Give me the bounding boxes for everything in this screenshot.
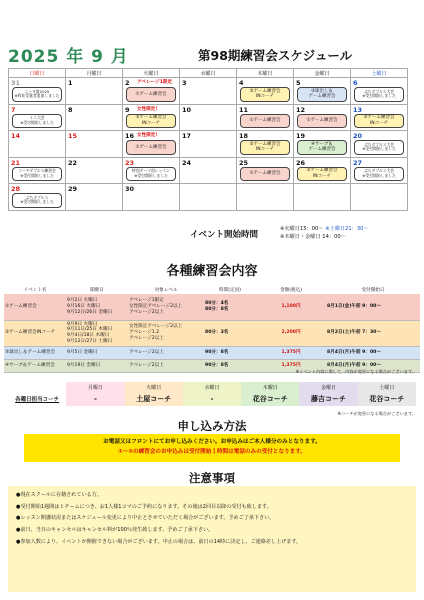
kinds-header: 対象レベル xyxy=(154,288,178,293)
day-event: ②ゲーム練習会 INコーチ xyxy=(126,114,176,129)
event-open-date: 8月4日(月)午前 9：00～ xyxy=(326,346,420,359)
calendar-day xyxy=(351,184,408,211)
caution-title: 注意事項 xyxy=(189,471,235,485)
calendar-day xyxy=(9,184,66,211)
year-month: 2025 年 9 月 xyxy=(8,47,129,67)
coach-weekday-header: 火曜日 xyxy=(125,382,183,392)
day-number: 11 xyxy=(239,105,249,114)
day-event: 特別テーマ別レッスン ※受付開始しました xyxy=(126,167,176,182)
day-number: 4 xyxy=(239,79,244,87)
coach-name: - xyxy=(66,392,124,406)
day-event: ぷちダブルス ※受付開始しました xyxy=(12,193,62,208)
weekday-header: 金曜日 xyxy=(294,69,351,78)
event-dates: 9月9日 火曜日 9月11日/25日 木曜日 9月4日/18日 木曜日 9月12日/27日 土曜日 xyxy=(66,320,128,346)
day-number: 2 xyxy=(125,79,130,87)
calendar-day xyxy=(66,157,123,184)
day-event: ニッタ賞2025 ※昨年受賞者追加しました xyxy=(12,87,62,102)
event-time-heading: イベント開始時間 xyxy=(190,230,259,240)
calendar-day xyxy=(123,131,180,158)
kinds-row xyxy=(4,320,420,346)
event-time: 90分：8名 xyxy=(204,346,256,359)
day-number: 5 xyxy=(296,79,301,87)
event-level: アベレージ2以上 xyxy=(128,359,204,372)
kinds-row xyxy=(4,346,420,359)
day-event: ミニ大会 ※受付開始しました xyxy=(12,114,62,129)
day-number: 16 xyxy=(125,132,135,140)
kinds-header: 時間(定員) xyxy=(219,288,241,293)
kinds-note: ※イベント内容に関して、内容が変更になる場合がございます。 xyxy=(295,369,416,374)
calendar-day xyxy=(123,157,180,184)
weekday-header: 木曜日 xyxy=(237,69,294,78)
weekday-header: 水曜日 xyxy=(180,69,237,78)
calendar-day xyxy=(66,104,123,131)
day-number: 1 xyxy=(68,79,73,87)
coach-weekday-header: 土曜日 xyxy=(358,382,416,392)
day-number: 13 xyxy=(353,105,363,114)
calendar-day xyxy=(9,78,66,105)
event-level: アベレージ2以上 xyxy=(128,346,204,359)
calendar-day xyxy=(180,184,237,211)
event-time-list xyxy=(280,226,420,242)
coach-weekday-header xyxy=(8,382,66,392)
day-event: ②ゲーム練習会 INコーチ xyxy=(240,87,290,102)
kinds-title: 各種練習会内容 xyxy=(166,264,258,279)
day-event: ①ゲーム練習会 xyxy=(240,167,290,182)
event-name: ④サーブ＆ゲーム練習会 xyxy=(4,359,66,372)
calendar xyxy=(8,68,408,211)
weekday-header: 土曜日 xyxy=(351,69,408,78)
day-event: ①ゲーム練習会 xyxy=(240,114,290,129)
coach-weekday-header: 金曜日 xyxy=(299,382,357,392)
day-event: ③球出し＆ ゲーム練習会 xyxy=(297,87,347,102)
event-price: 2,200円 xyxy=(256,320,326,346)
day-event: ぷちダブルス大会 ※受付開始しました xyxy=(354,167,404,182)
apply-box xyxy=(24,434,400,462)
coach-note: ※コーチが変更になる場合がございます。 xyxy=(337,411,416,416)
day-number: 12 xyxy=(296,105,306,114)
calendar-week xyxy=(9,157,408,184)
calendar-day xyxy=(180,157,237,184)
event-time: 90分：8名 xyxy=(204,359,256,372)
event-name: ②ゲーム練習会INコーチ xyxy=(4,320,66,346)
calendar-day xyxy=(180,131,237,158)
event-dates: 9月2日 火曜日 9月16日 火曜日 9月12日/26日 金曜日 xyxy=(66,294,128,320)
day-number: 20 xyxy=(353,132,363,140)
day-tag: 女性限定! xyxy=(137,133,158,138)
event-level: アベレージ1限定 女性限定アベレージ2以上 アベレージ2以上 xyxy=(128,294,204,320)
event-price: 1,375円 xyxy=(256,346,326,359)
day-number: 3 xyxy=(182,79,187,87)
day-number: 31 xyxy=(11,79,21,87)
weekday-header: 火曜日 xyxy=(123,69,180,78)
calendar-day xyxy=(351,157,408,184)
event-dates: 9月5日 金曜日 xyxy=(66,346,128,359)
calendar-day xyxy=(9,104,66,131)
day-number: 19 xyxy=(296,132,306,140)
day-number: 15 xyxy=(68,132,78,140)
day-event: ②ゲーム練習会 INコーチ xyxy=(297,167,347,182)
day-number: 8 xyxy=(68,105,73,114)
day-event: ぷちダブルス大会 ※受付開始しました xyxy=(354,87,404,102)
caution-item: ●現在スクールに在籍されている方。 xyxy=(16,492,102,498)
calendar-week xyxy=(9,131,408,158)
apply-line-2: ①～⑤の練習会のお申込みは受付開始１時間は電話のみの受付となります。 xyxy=(117,448,307,455)
calendar-day xyxy=(294,104,351,131)
coach-weekday-header: 水曜日 xyxy=(183,382,241,392)
coach-name: - xyxy=(183,392,241,406)
event-name: ③球出し＆ゲーム練習会 xyxy=(4,346,66,359)
calendar-day xyxy=(294,78,351,105)
kinds-header: 開催日 xyxy=(90,288,104,293)
event-price: 1,375円 xyxy=(256,359,326,372)
day-number: 18 xyxy=(239,132,249,140)
coach-weekday-header: 月曜日 xyxy=(66,382,124,392)
day-number: 30 xyxy=(125,185,135,193)
event-open-date: 8月1日(金)午前 9：00～ xyxy=(326,294,420,320)
calendar-day xyxy=(351,78,408,105)
event-price: 1,100円 xyxy=(256,294,326,320)
calendar-day xyxy=(123,104,180,131)
calendar-day xyxy=(180,78,237,105)
event-name: ①ゲーム練習会 xyxy=(4,294,66,320)
day-event: ②ゲーム練習会 INコーチ xyxy=(354,114,404,129)
coach-row-label: 各曜日担当コーチ xyxy=(15,397,60,403)
day-event: ぷちダブルス大会 ※受付開始しました xyxy=(354,140,404,155)
event-level: 女性限定アベレージ2以上 アベレージ1.2 アベレージ2以上 xyxy=(128,320,204,346)
calendar-day xyxy=(66,184,123,211)
kinds-header: イベント名 xyxy=(23,288,47,293)
weekday-header: 日曜日 xyxy=(9,69,66,78)
calendar-week xyxy=(9,184,408,211)
day-number: 28 xyxy=(11,185,21,193)
calendar-day xyxy=(237,78,294,105)
day-event: ①ゲーム練習会 xyxy=(126,87,176,102)
day-number: 6 xyxy=(353,79,358,87)
caution-item: ●前日、当日のキャンセルはキャンセル料が100％発生致します。予めご了承下さい。 xyxy=(16,526,214,533)
day-event: ②ゲーム練習会 INコーチ xyxy=(240,140,290,155)
day-tag: 女性限定! xyxy=(137,106,158,112)
day-number: 17 xyxy=(182,132,192,140)
coach-name: 花谷コーチ xyxy=(358,392,416,406)
day-number: 27 xyxy=(353,158,363,167)
day-number: 23 xyxy=(125,158,135,167)
calendar-day xyxy=(351,104,408,131)
calendar-day xyxy=(237,157,294,184)
day-number: 9 xyxy=(125,105,130,114)
day-number: 24 xyxy=(182,158,192,167)
apply-title: 申し込み方法 xyxy=(177,419,247,433)
calendar-day xyxy=(351,131,408,158)
coach-weekday-header: 木曜日 xyxy=(241,382,299,392)
day-event: コーチダブルス練習会 ※受付開始しました xyxy=(12,167,62,182)
event-dates: 9月19日 金曜日 xyxy=(66,359,128,372)
calendar-day xyxy=(9,157,66,184)
day-event: ①ゲーム練習会 xyxy=(297,114,347,129)
calendar-day xyxy=(237,104,294,131)
weekday-header: 月曜日 xyxy=(66,69,123,78)
event-start-times xyxy=(190,226,369,240)
day-number: 29 xyxy=(68,185,78,193)
coach-name: 藤吉コーチ xyxy=(299,392,357,406)
calendar-day xyxy=(9,131,66,158)
apply-line-1: お電話又はフロントにてお申し込みください。お申込みはご本人様分のみとなります。 xyxy=(103,439,321,445)
calendar-week xyxy=(9,78,408,105)
calendar-day xyxy=(123,184,180,211)
calendar-day xyxy=(294,157,351,184)
event-time-tuesday: ※火曜日15：00～ xyxy=(280,226,324,232)
event-time-thu-fri: ※木曜日・金曜日 14：00～ xyxy=(280,233,346,240)
day-number: 22 xyxy=(68,158,78,167)
event-time-saturday: ※土曜日21：30～ xyxy=(325,226,369,232)
caution-item: ●受付開始1週間は１チームにつき、お1人様1コマのご予約になります。その後は2回目以降の受付も致します。 xyxy=(16,503,272,510)
caution-item: ●レッスン開講状況またはスケジュール変更により中止とさせていただく場合がございます。予めご了承下さい。 xyxy=(16,515,275,522)
coach-table xyxy=(8,382,416,406)
kinds-header: 金額(税込) xyxy=(280,288,302,293)
caution-item: ●参加人数により、イベントが開催できない場合がございます。中止の場合は、前日の14時に決定し、ご連絡差し上げます。 xyxy=(16,538,302,545)
day-event: ①ゲーム練習会 xyxy=(126,140,176,155)
kinds-table xyxy=(4,286,420,373)
caution-box xyxy=(8,486,416,592)
page-title: 第98期練習会スケジュール xyxy=(198,48,353,63)
calendar-day xyxy=(294,184,351,211)
event-time: 80分：3名 xyxy=(204,320,256,346)
event-open-date: 8月2日(土)午前 7：30～ xyxy=(326,320,420,346)
kinds-row xyxy=(4,294,420,320)
day-event: ④サーブ＆ ゲーム練習会 xyxy=(297,140,347,155)
coach-name: 土屋コーチ xyxy=(125,392,183,406)
day-number: 7 xyxy=(11,105,16,114)
event-time: 80分：4名 80分：8名 xyxy=(204,294,256,320)
day-number: 10 xyxy=(182,105,192,114)
calendar-day xyxy=(180,104,237,131)
day-number: 26 xyxy=(296,158,306,167)
day-number: 25 xyxy=(239,158,249,167)
calendar-day xyxy=(294,131,351,158)
calendar-day xyxy=(66,78,123,105)
calendar-day xyxy=(237,131,294,158)
kinds-header: 受付開始日 xyxy=(361,288,385,293)
calendar-day xyxy=(237,184,294,211)
calendar-week xyxy=(9,104,408,131)
coach-name: 花谷コーチ xyxy=(241,392,299,406)
day-number: 14 xyxy=(11,132,21,140)
calendar-day xyxy=(66,131,123,158)
header xyxy=(8,42,408,68)
day-tag: アベレージ1限定 xyxy=(137,80,173,85)
event-open-date: 8月4日(月)午前 9：00～ xyxy=(326,359,420,372)
day-number: 21 xyxy=(11,158,21,167)
calendar-day xyxy=(123,78,180,105)
